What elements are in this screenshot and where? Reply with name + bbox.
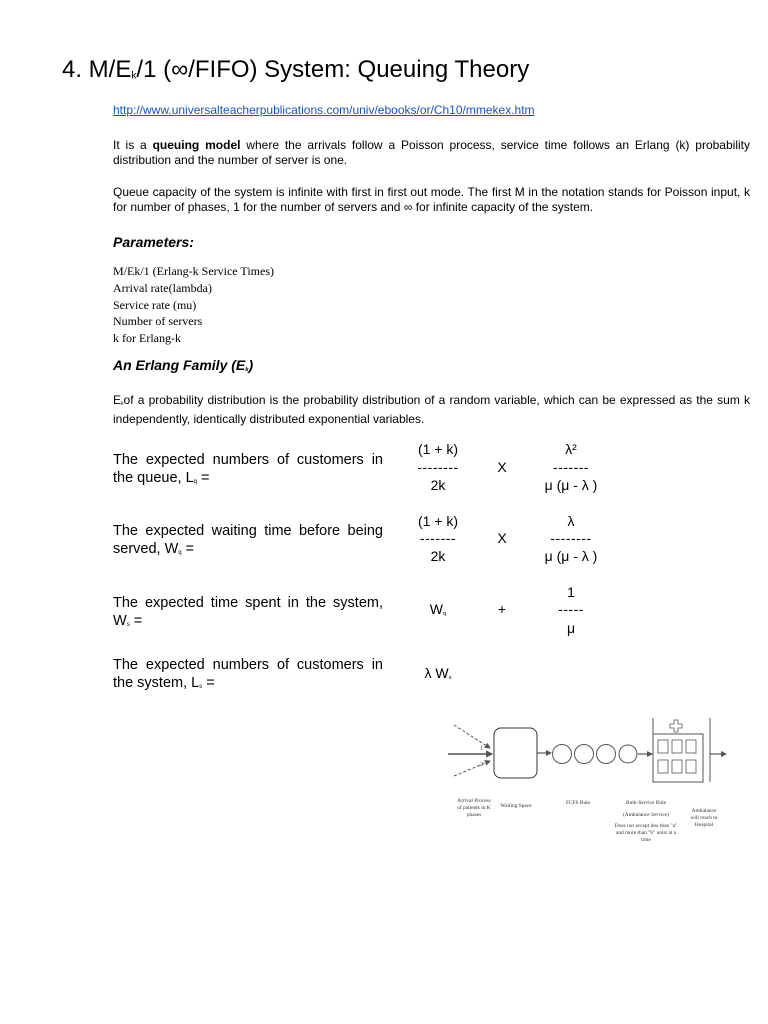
wq-label: The expected waiting time before being served, Wq = [113,523,383,557]
ambulance-label-line: will reach to [690,815,718,821]
wq-dash1: ------- [419,530,457,546]
arrival-label-line: phases [466,812,482,818]
queue-diagram [440,710,730,845]
ws-label: The expected time spent in the system, Ws = [113,595,383,629]
page-title: 4. M/Ek/1 (∞/FIFO) System: Queuing Theory [62,56,530,83]
lq-dash2: ------- [552,459,590,475]
erlang-heading: An Erlang Family (Ek) [113,357,254,373]
waiting-space-label: Waiting Space [500,803,532,809]
lq-operator: X [497,459,507,475]
lq-num1: (1 + k) [417,441,459,457]
queuing-model-term: queuing model [152,138,241,152]
lq-den2: μ (μ - λ ) [544,477,598,493]
ls-label: The expected numbers of customers in the system, Ls = [113,657,383,691]
source-link[interactable]: http://www.universalteacherpublications.com/univ/ebooks/or/Ch10/mmekex.htm [113,103,535,117]
wq-dash2: -------- [550,530,592,546]
wq-operator: X [497,530,507,546]
capacity-paragraph: Queue capacity of the system is infinite with first in first out mode. The first M in the notation stands for Poisson input, k for number of phases, 1 for the number of servers and ∞ for infinite capacity of the system. [113,185,750,214]
bulk-label-line: time [641,837,651,843]
bulk-label-line: (Ambulance Service) [623,812,669,818]
fcfs-label: FCFS Rule [565,800,591,806]
lq-den1: 2k [430,477,446,493]
server-circle [553,745,572,764]
bulk-label-line: Bulk-Service Rule [626,800,666,806]
ambulance-label-line: Ambulance [691,808,717,814]
bulk-label-line: and more than "b" units at a [615,830,677,836]
lq-label: The expected numbers of customers in the queue, Lq = [113,452,383,486]
hospital-icon [653,718,710,782]
lq-num2: λ² [565,441,577,457]
ws-dash2: ----- [558,601,584,617]
ws-operator: + [497,601,507,617]
server-circle [597,745,616,764]
list-item: Arrival rate(lambda) [113,280,212,295]
ls-term1: λ Ws [424,665,452,681]
intro-paragraph: It is a queuing model where the arrivals follow a Poisson process, service time follows an Erlang (k) probability distribution and the number of server is one. [113,138,750,167]
wq-den1: 2k [430,548,446,564]
wq-num1: (1 + k) [417,513,459,529]
ws-num2: 1 [567,584,575,600]
erlang-definition: Ekof a probability distribution is the probability distribution of a random variable, which can be expressed as the sum k independently, identically distributed exponential variables. [113,393,750,426]
ws-den2: μ [566,620,576,636]
parameters-heading: Parameters: [113,234,194,250]
server-circle [619,745,637,763]
list-item: Service rate (mu) [113,297,197,312]
waiting-space-box [494,728,537,778]
list-item: k for Erlang-k [113,331,181,346]
bulk-label-line: Does not accept less than "a" [614,823,678,829]
arrow-label-1: 1 [480,746,483,752]
lq-dash1: -------- [417,459,459,475]
arrival-arrows [448,725,492,776]
ws-term1: Wq [429,601,447,617]
ambulance-label-line: Hospital [694,822,714,828]
wq-num2: λ [567,513,575,529]
arrow-label-2: 2 [480,762,483,768]
parameters-list [113,263,274,347]
list-item: M/Ek/1 (Erlang-k Service Times) [113,264,274,278]
arrival-label-line: of patients in K [457,805,491,811]
server-circle [575,745,594,764]
wq-den2: μ (μ - λ ) [544,548,598,564]
list-item: Number of servers [113,314,203,329]
arrival-label-line: Arrival Process [457,798,491,804]
